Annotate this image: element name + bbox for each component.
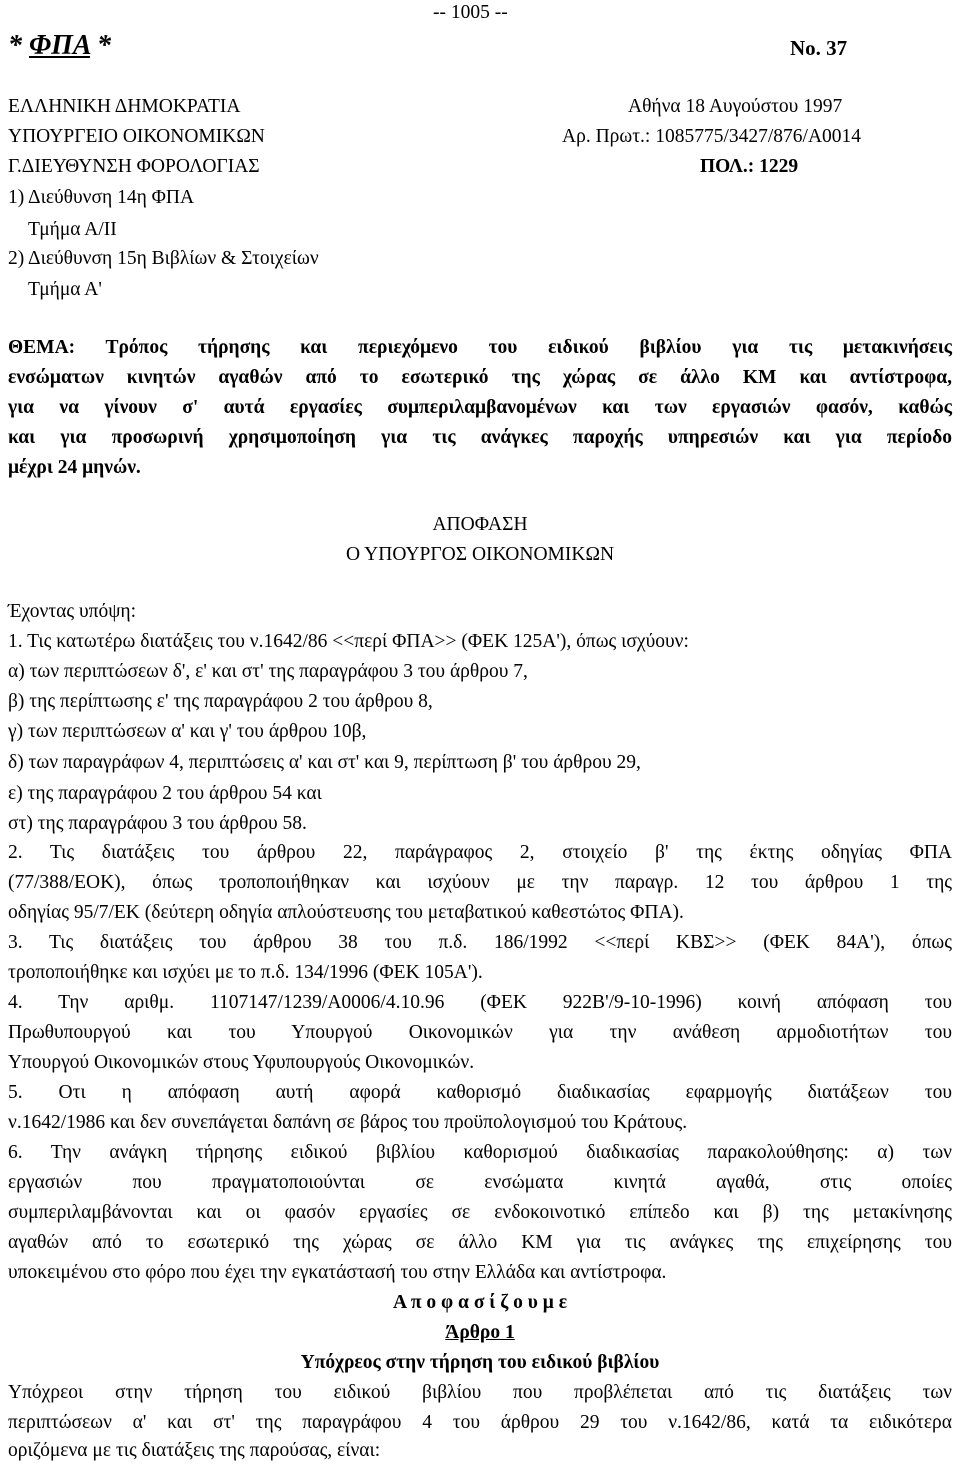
- body-line: Υπουργού Οικονομικών στους Υφυπουργούς Οικονομικών.: [8, 1052, 475, 1073]
- sender-line: Γ.ΔΙΕΥΘΥΝΣΗ ΦΟΡΟΛΟΓΙΑΣ: [8, 156, 260, 177]
- header-star-right: *: [97, 30, 112, 61]
- decision-title: ΑΠΟΦΑΣΗ: [432, 514, 528, 535]
- page-number: -- 1005 --: [433, 2, 508, 23]
- body-line: οδηγίας 95/7/ΕΚ (δεύτερη οδηγία απλούστευσης του μεταβατικού καθεστώτος ΦΠΑ).: [8, 902, 684, 923]
- article-line: οριζόμενα με τις διατάξεις της παρούσας, είναι:: [8, 1440, 381, 1461]
- sender-line: ΥΠΟΥΡΓΕΙΟ ΟΙΚΟΝΟΜΙΚΩΝ: [8, 126, 265, 147]
- subject-line: ενσώματων κινητών αγαθών από το εσωτερικό της χώρας σε άλλο ΚΜ και αντίστροφα,: [8, 367, 952, 388]
- body-line: 5. Οτι η απόφαση αυτή αφορά καθορισμό διαδικασίας εφαρμογής διατάξεων του: [8, 1082, 952, 1103]
- article-title: Άρθρο 1: [445, 1322, 515, 1343]
- header-star-left: *: [8, 30, 22, 61]
- subject-line: και για προσωρινή χρησιμοποίηση για τις ανάγκες παροχής υπηρεσιών και για περίοδο: [8, 427, 952, 448]
- body-line: α) των περιπτώσεων δ', ε' και στ' της παραγράφου 3 του άρθρου 7,: [8, 661, 528, 682]
- body-line: τροποποιήθηκε και ισχύει με το π.δ. 134/1996 (ΦΕΚ 105Α').: [8, 962, 483, 983]
- body-line: αγαθών από το εσωτερικό της χώρας σε άλλο ΚΜ για τις ανάγκες της επιχείρησης του: [8, 1232, 952, 1253]
- subject-line: για να γίνουν σ' αυτά εργασίες συμπεριλαμβανομένων και των εργασιών φασόν, καθώς: [8, 397, 952, 418]
- issue-number: No. 37: [790, 36, 848, 60]
- article-line: περιπτώσεων α' και στ' της παραγράφου 4 του άρθρου 29 του ν.1642/86, κατά τα ειδικότερα: [8, 1412, 952, 1433]
- considering-label: Έχοντας υπόψη:: [8, 601, 137, 622]
- body-line: (77/388/ΕΟΚ), όπως τροποποιήθηκαν και ισχύουν με την παραγρ. 12 του άρθρου 1 της: [8, 872, 952, 893]
- sender-line: 2) Διεύθυνση 15η Βιβλίων & Στοιχείων: [8, 248, 319, 269]
- article-line: Υπόχρεοι στην τήρηση του ειδικού βιβλίου που προβλέπεται από τις διατάξεις των: [8, 1382, 952, 1403]
- subject-line: μέχρι 24 μηνών.: [8, 457, 141, 478]
- header-vat: ΦΠΑ: [29, 30, 91, 61]
- protocol-number: Αρ. Πρωτ.: 1085775/3427/876/Α0014: [562, 126, 862, 147]
- sender-line: 1) Διεύθυνση 14η ΦΠΑ: [8, 187, 195, 208]
- body-line: 3. Τις διατάξεις του άρθρου 38 του π.δ. 186/1992 <<περί ΚΒΣ>> (ΦΕΚ 84Α'), όπως: [8, 932, 952, 953]
- body-line: υποκειμένου στο φόρο που έχει την εγκατάστασή του στην Ελλάδα και αντίστροφα.: [8, 1262, 667, 1283]
- sender-line: ΕΛΛΗΝΙΚΗ ΔΗΜΟΚΡΑΤΙΑ: [8, 96, 241, 117]
- body-line: 1. Τις κατωτέρω διατάξεις του ν.1642/86 <<περί ΦΠΑ>> (ΦΕΚ 125Α'), όπως ισχύουν:: [8, 631, 689, 652]
- article-subtitle: Υπόχρεος στην τήρηση του ειδικού βιβλίου: [300, 1352, 660, 1373]
- decide-heading: Α π ο φ α σ ί ζ ο υ μ ε: [392, 1292, 568, 1313]
- subject-line: ΘΕΜΑ: Τρόπος τήρησης και περιεχόμενο του ειδικού βιβλίου για τις μετακινήσεις: [8, 337, 952, 358]
- body-line: 4. Την αριθμ. 1107147/1239/Α0006/4.10.96 (ΦΕΚ 922Β'/9-10-1996) κοινή απόφαση του: [8, 992, 952, 1013]
- body-line: δ) των παραγράφων 4, περιπτώσεις α' και στ' και 9, περίπτωση β' του άρθρου 29,: [8, 752, 641, 773]
- pol-number: ΠΟΛ.: 1229: [700, 156, 799, 177]
- body-line: εργασιών που πραγματοποιούνται σε ενσώματα κινητά αγαθά, στις οποίες: [8, 1172, 952, 1193]
- document-date: Αθήνα 18 Αυγούστου 1997: [628, 96, 843, 117]
- body-line: στ) της παραγράφου 3 του άρθρου 58.: [8, 813, 307, 834]
- body-line: 6. Την ανάγκη τήρησης ειδικού βιβλίου καθορισμού διαδικασίας παρακολούθησης: α) των: [8, 1142, 952, 1163]
- body-line: ν.1642/1986 και δεν συνεπάγεται δαπάνη σε βάρος του προϋπολογισμού του Κράτους.: [8, 1112, 688, 1133]
- minister-title: Ο ΥΠΟΥΡΓΟΣ ΟΙΚΟΝΟΜΙΚΩΝ: [345, 544, 615, 565]
- body-line: γ) των περιπτώσεων α' και γ' του άρθρου 10β,: [8, 721, 367, 742]
- body-line: β) της περίπτωσης ε' της παραγράφου 2 του άρθρου 8,: [8, 691, 433, 712]
- sender-line: Τμήμα Α': [28, 279, 102, 300]
- body-line: ε) της παραγράφου 2 του άρθρου 54 και: [8, 783, 322, 804]
- header-tag: [8, 32, 111, 60]
- body-line: συμπεριλαμβάνονται και οι φασόν εργασίες σε ενδοκοινοτικό επίπεδο και β) της μετακίνησης: [8, 1202, 952, 1223]
- body-line: 2. Τις διατάξεις του άρθρου 22, παράγραφος 2, στοιχείο β' της έκτης οδηγίας ΦΠΑ: [8, 842, 952, 863]
- sender-line: Τμήμα Α/ΙΙ: [28, 219, 117, 240]
- body-line: Πρωθυπουργού και του Υπουργού Οικονομικών για την ανάθεση αρμοδιοτήτων του: [8, 1022, 952, 1043]
